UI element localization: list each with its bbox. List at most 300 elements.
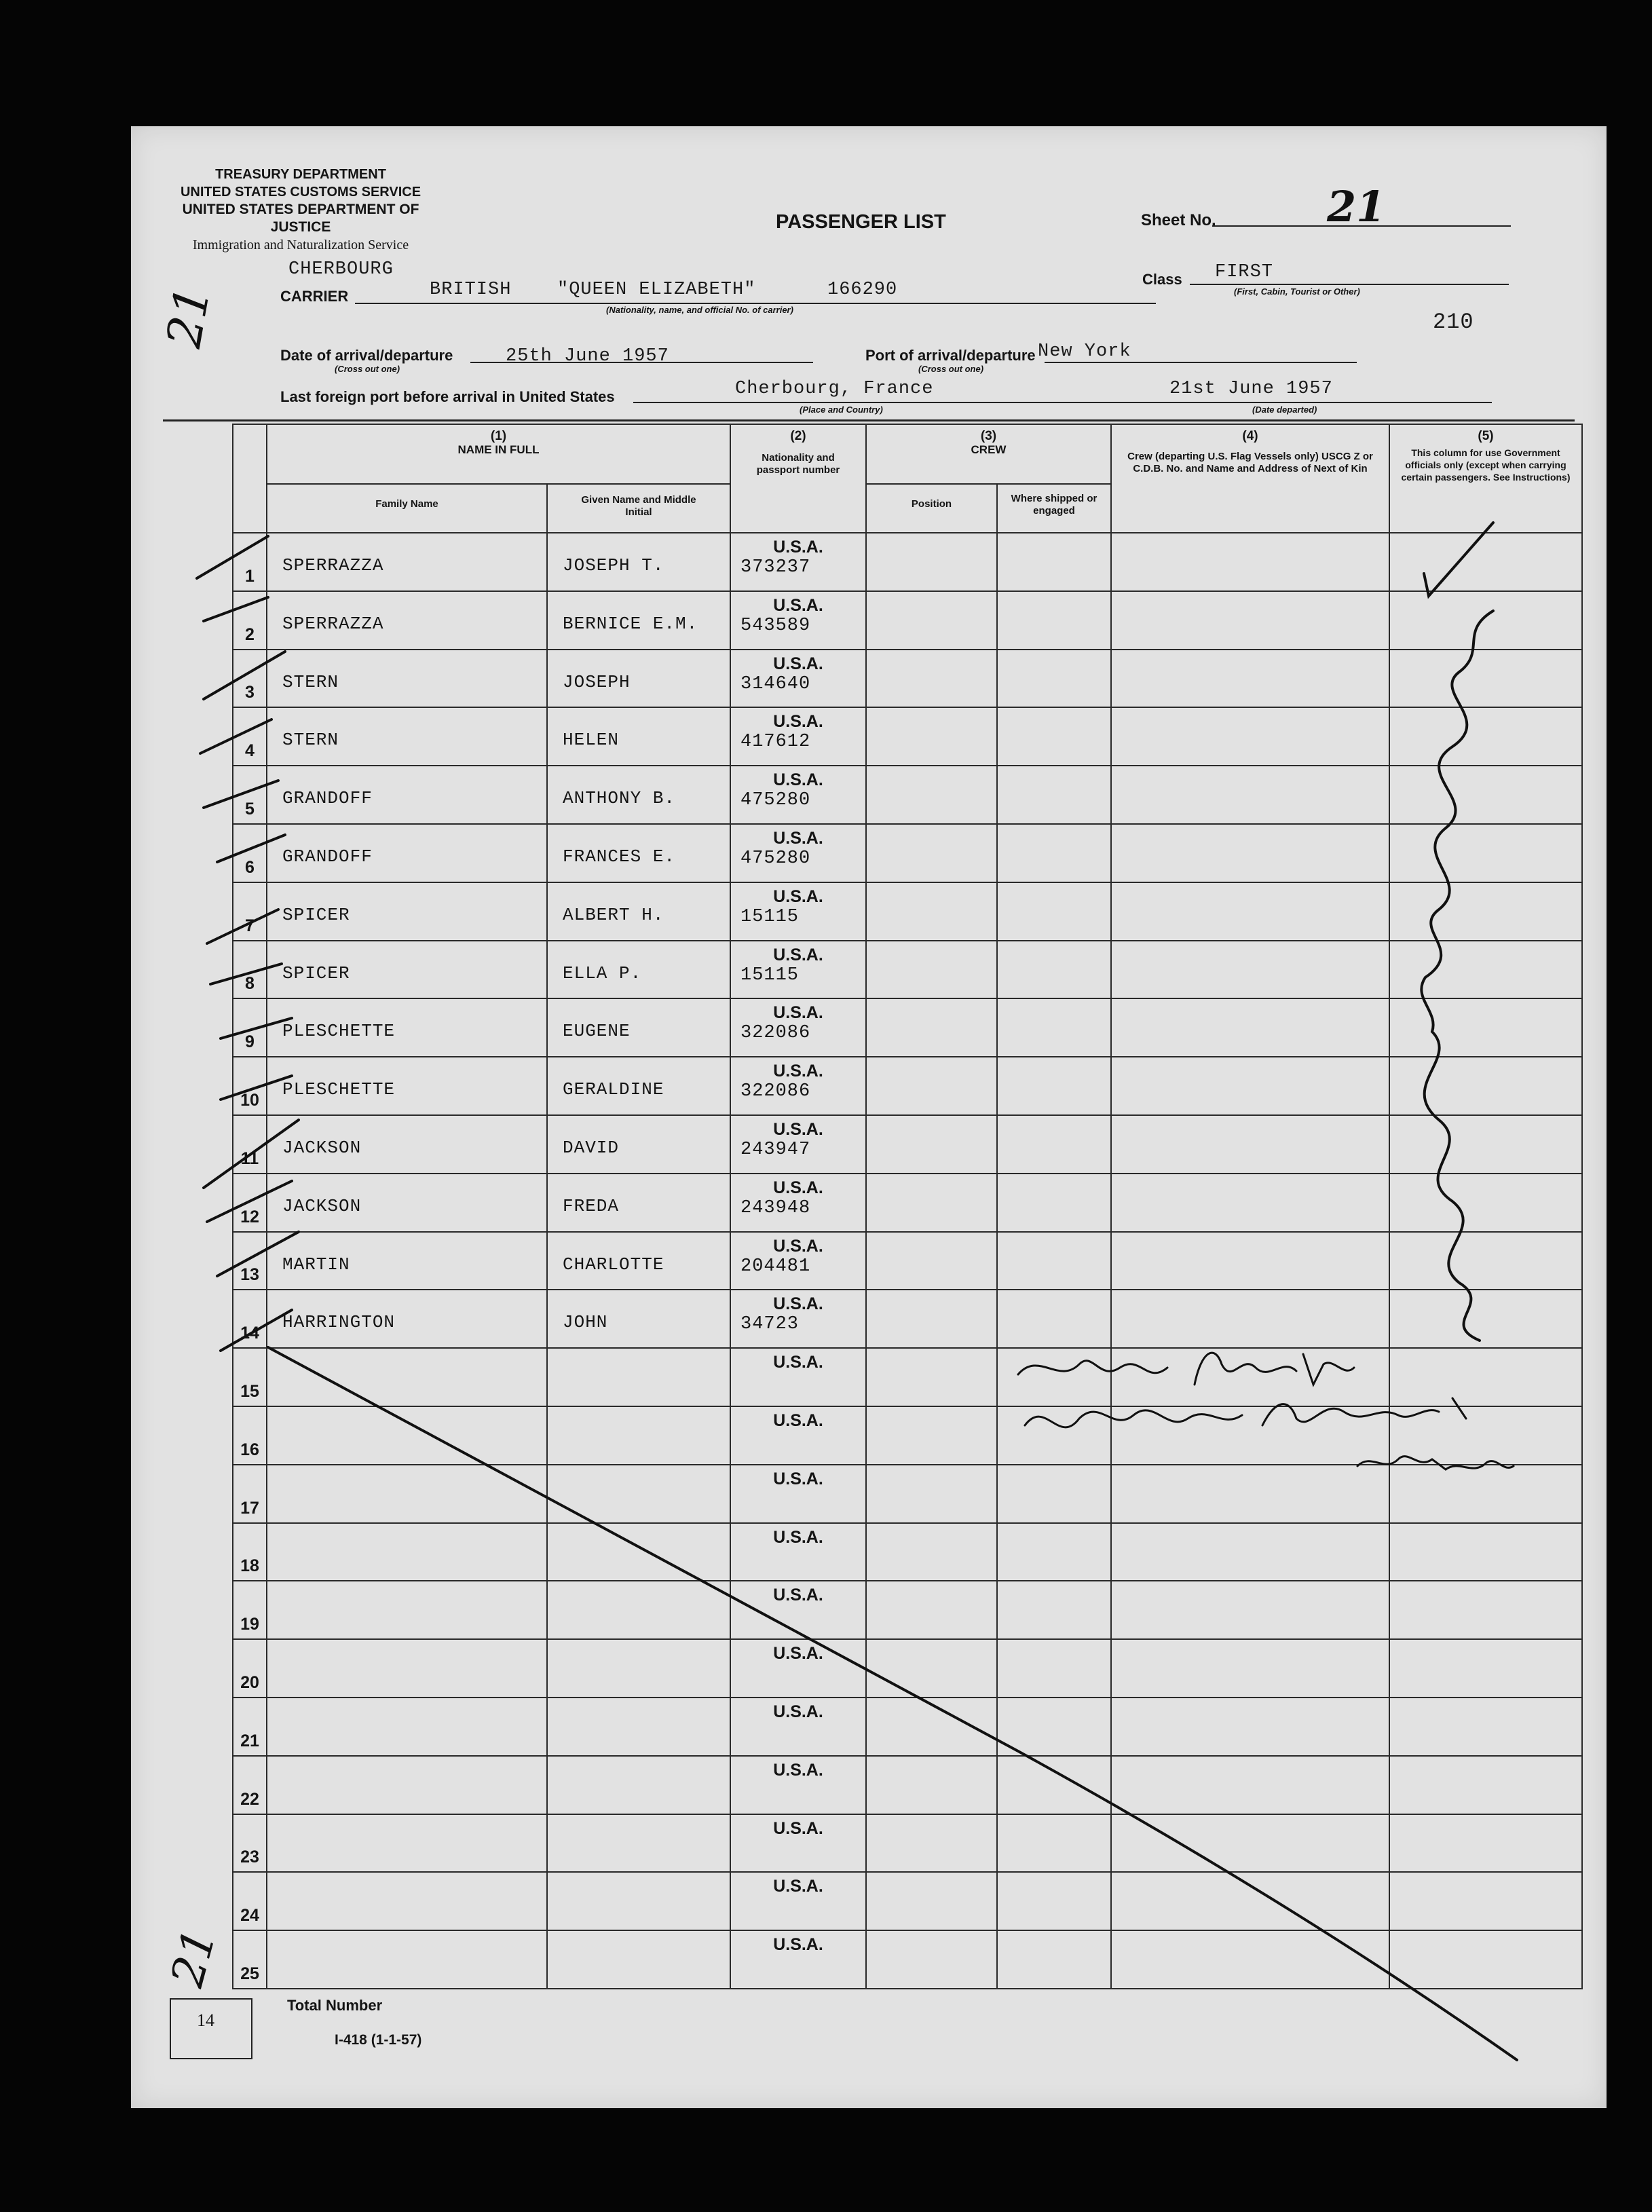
nationality-cell bbox=[730, 591, 866, 650]
where-shipped-cell bbox=[997, 1756, 1111, 1814]
agency-line-2: UNITED STATES CUSTOMS SERVICE bbox=[180, 185, 421, 200]
table-row bbox=[233, 1290, 1582, 1348]
row-number: 12 bbox=[233, 1174, 267, 1232]
nationality-value: U.S.A. bbox=[773, 595, 823, 615]
given-name-cell: GERALDINE bbox=[547, 1057, 730, 1115]
given-name-cell: CHARLOTTE bbox=[547, 1232, 730, 1290]
nationality-cell bbox=[730, 998, 866, 1057]
nationality-value: U.S.A. bbox=[773, 945, 823, 964]
position-cell bbox=[866, 766, 997, 824]
official-use-cell bbox=[1389, 1930, 1582, 1989]
row-number: 9 bbox=[233, 998, 267, 1057]
nationality-cell bbox=[730, 1639, 866, 1698]
sheet-label: Sheet No. bbox=[1141, 211, 1216, 229]
family-name-cell: SPICER bbox=[267, 882, 547, 941]
given-name-cell bbox=[547, 1756, 730, 1814]
position-cell bbox=[866, 824, 997, 882]
port-label: Port of arrival/departure bbox=[865, 347, 1036, 364]
where-shipped-cell bbox=[997, 1930, 1111, 1989]
passport-number: 475280 bbox=[740, 848, 811, 869]
nationality-cell bbox=[730, 1523, 866, 1581]
where-shipped-cell bbox=[997, 707, 1111, 766]
family-name-cell bbox=[267, 1872, 547, 1930]
family-name-cell: STERN bbox=[267, 707, 547, 766]
row-number: 6 bbox=[233, 824, 267, 882]
passport-number: 543589 bbox=[740, 615, 811, 636]
family-name-cell: SPICER bbox=[267, 941, 547, 999]
where-shipped-cell bbox=[997, 533, 1111, 591]
official-use-cell bbox=[1389, 1057, 1582, 1115]
nationality-value: U.S.A. bbox=[773, 1003, 823, 1023]
next-of-kin-cell bbox=[1111, 1115, 1389, 1174]
nationality-value: U.S.A. bbox=[773, 712, 823, 732]
class-value: FIRST bbox=[1215, 262, 1274, 282]
where-shipped-cell bbox=[997, 591, 1111, 650]
nationality-value: U.S.A. bbox=[773, 1410, 823, 1430]
position-cell bbox=[866, 1406, 997, 1465]
nationality-cell bbox=[730, 1406, 866, 1465]
carrier-nationality: BRITISH bbox=[430, 280, 512, 300]
table-row bbox=[233, 1232, 1582, 1290]
row-number: 24 bbox=[233, 1872, 267, 1930]
where-shipped-cell bbox=[997, 1523, 1111, 1581]
col-2-header: (2) Nationality and passport number bbox=[730, 424, 866, 533]
row-number: 7 bbox=[233, 882, 267, 941]
passport-number: 34723 bbox=[740, 1314, 800, 1335]
family-name-cell: MARTIN bbox=[267, 1232, 547, 1290]
nationality-cell bbox=[730, 533, 866, 591]
passport-number: 322086 bbox=[740, 1023, 811, 1044]
position-cell bbox=[866, 1465, 997, 1523]
carrier-caption: (Nationality, name, and official No. of carrier) bbox=[606, 305, 793, 315]
next-of-kin-cell bbox=[1111, 1232, 1389, 1290]
form-number: I-418 (1-1-57) bbox=[335, 2032, 422, 2048]
position-header: Position bbox=[866, 484, 997, 533]
carrier-label: CARRIER bbox=[280, 288, 349, 305]
next-of-kin-cell bbox=[1111, 650, 1389, 708]
where-shipped-cell bbox=[997, 1872, 1111, 1930]
family-name-cell: PLESCHETTE bbox=[267, 998, 547, 1057]
where-shipped-header: Where shipped or engaged bbox=[997, 484, 1111, 533]
given-name-cell: EUGENE bbox=[547, 998, 730, 1057]
table-row bbox=[233, 707, 1582, 766]
nationality-cell bbox=[730, 1348, 866, 1406]
family-name-cell bbox=[267, 1348, 547, 1406]
nationality-value: U.S.A. bbox=[773, 770, 823, 790]
family-name-cell bbox=[267, 1581, 547, 1639]
next-of-kin-cell bbox=[1111, 591, 1389, 650]
row-number: 14 bbox=[233, 1290, 267, 1348]
official-use-cell bbox=[1389, 1639, 1582, 1698]
total-box bbox=[170, 1998, 252, 2059]
position-cell bbox=[866, 1290, 997, 1348]
nationality-value: U.S.A. bbox=[773, 1818, 823, 1838]
table-row bbox=[233, 1872, 1582, 1930]
family-name-cell bbox=[267, 1930, 547, 1989]
nationality-cell bbox=[730, 1057, 866, 1115]
class-label: Class bbox=[1142, 271, 1182, 288]
family-name-cell: PLESCHETTE bbox=[267, 1057, 547, 1115]
position-cell bbox=[866, 591, 997, 650]
passport-number: 204481 bbox=[740, 1256, 811, 1277]
position-cell bbox=[866, 1581, 997, 1639]
row-number: 13 bbox=[233, 1232, 267, 1290]
table-row bbox=[233, 1115, 1582, 1174]
given-name-cell: JOHN bbox=[547, 1290, 730, 1348]
col-4-header: (4) Crew (departing U.S. Flag Vessels only) USCG Z or C.D.B. No. and Name and Address of Next of Kin bbox=[1111, 424, 1389, 533]
given-name-cell bbox=[547, 1581, 730, 1639]
where-shipped-cell bbox=[997, 1814, 1111, 1873]
where-shipped-cell bbox=[997, 1465, 1111, 1523]
table-row bbox=[233, 1465, 1582, 1523]
nationality-value: U.S.A. bbox=[773, 654, 823, 673]
nationality-cell bbox=[730, 1115, 866, 1174]
carrier-above: CHERBOURG bbox=[288, 259, 394, 280]
passport-number: 417612 bbox=[740, 732, 811, 753]
family-name-cell: GRANDOFF bbox=[267, 824, 547, 882]
next-of-kin-cell bbox=[1111, 1639, 1389, 1698]
table-row bbox=[233, 591, 1582, 650]
row-number: 21 bbox=[233, 1698, 267, 1756]
nationality-cell bbox=[730, 1581, 866, 1639]
position-cell bbox=[866, 1057, 997, 1115]
nationality-value: U.S.A. bbox=[773, 828, 823, 848]
position-cell bbox=[866, 1639, 997, 1698]
date-label: Date of arrival/departure bbox=[280, 347, 453, 364]
where-shipped-cell bbox=[997, 882, 1111, 941]
table-row bbox=[233, 941, 1582, 999]
given-name-cell: JOSEPH T. bbox=[547, 533, 730, 591]
official-use-cell bbox=[1389, 1523, 1582, 1581]
nationality-cell bbox=[730, 1930, 866, 1989]
table-row bbox=[233, 882, 1582, 941]
agency-header bbox=[179, 166, 423, 254]
official-use-cell bbox=[1389, 824, 1582, 882]
row-number: 16 bbox=[233, 1406, 267, 1465]
next-of-kin-cell bbox=[1111, 1872, 1389, 1930]
official-use-cell bbox=[1389, 998, 1582, 1057]
passenger-list-sheet bbox=[131, 126, 1607, 2108]
official-use-cell bbox=[1389, 1406, 1582, 1465]
position-cell bbox=[866, 1232, 997, 1290]
official-use-cell bbox=[1389, 1872, 1582, 1930]
position-cell bbox=[866, 707, 997, 766]
row-number: 20 bbox=[233, 1639, 267, 1698]
official-use-cell bbox=[1389, 650, 1582, 708]
table-row bbox=[233, 1406, 1582, 1465]
nationality-cell bbox=[730, 1290, 866, 1348]
where-shipped-cell bbox=[997, 1057, 1111, 1115]
where-shipped-cell bbox=[997, 1581, 1111, 1639]
row-number: 10 bbox=[233, 1057, 267, 1115]
row-number: 8 bbox=[233, 941, 267, 999]
table-row bbox=[233, 533, 1582, 591]
where-shipped-cell bbox=[997, 1290, 1111, 1348]
table-row bbox=[233, 1348, 1582, 1406]
nationality-value: U.S.A. bbox=[773, 1760, 823, 1780]
row-number: 15 bbox=[233, 1348, 267, 1406]
passport-number: 475280 bbox=[740, 790, 811, 811]
where-shipped-cell bbox=[997, 1232, 1111, 1290]
position-cell bbox=[866, 1523, 997, 1581]
agency-line-3: UNITED STATES DEPARTMENT OF JUSTICE bbox=[182, 202, 419, 235]
official-use-cell bbox=[1389, 766, 1582, 824]
agency-line-4: Immigration and Naturalization Service bbox=[192, 238, 409, 252]
nationality-value: U.S.A. bbox=[773, 1935, 823, 1955]
where-shipped-cell bbox=[997, 1406, 1111, 1465]
next-of-kin-cell bbox=[1111, 1756, 1389, 1814]
table-row bbox=[233, 1523, 1582, 1581]
family-name-cell: STERN bbox=[267, 650, 547, 708]
family-name-cell: GRANDOFF bbox=[267, 766, 547, 824]
form-title: PASSENGER LIST bbox=[776, 211, 946, 233]
given-name-cell: DAVID bbox=[547, 1115, 730, 1174]
official-use-cell bbox=[1389, 1232, 1582, 1290]
row-number: 18 bbox=[233, 1523, 267, 1581]
nationality-cell bbox=[730, 1756, 866, 1814]
passport-number: 15115 bbox=[740, 906, 800, 927]
position-cell bbox=[866, 882, 997, 941]
family-name-cell bbox=[267, 1465, 547, 1523]
family-name-cell bbox=[267, 1814, 547, 1873]
passport-number: 373237 bbox=[740, 557, 811, 578]
row-number: 2 bbox=[233, 591, 267, 650]
next-of-kin-cell bbox=[1111, 1930, 1389, 1989]
nationality-cell bbox=[730, 941, 866, 999]
position-cell bbox=[866, 650, 997, 708]
carrier-number: 166290 bbox=[827, 280, 898, 300]
table-row bbox=[233, 1057, 1582, 1115]
row-number: 4 bbox=[233, 707, 267, 766]
where-shipped-cell bbox=[997, 650, 1111, 708]
next-of-kin-cell bbox=[1111, 707, 1389, 766]
official-use-cell bbox=[1389, 1115, 1582, 1174]
given-name-cell: BERNICE E.M. bbox=[547, 591, 730, 650]
passport-number: 322086 bbox=[740, 1081, 811, 1102]
official-use-cell bbox=[1389, 882, 1582, 941]
nationality-value: U.S.A. bbox=[773, 1294, 823, 1314]
next-of-kin-cell bbox=[1111, 533, 1389, 591]
family-name-cell: SPERRAZZA bbox=[267, 591, 547, 650]
given-name-cell bbox=[547, 1406, 730, 1465]
position-cell bbox=[866, 1115, 997, 1174]
given-name-cell bbox=[547, 1698, 730, 1756]
nationality-cell bbox=[730, 1232, 866, 1290]
nationality-value: U.S.A. bbox=[773, 1119, 823, 1139]
row-number: 25 bbox=[233, 1930, 267, 1989]
table-row bbox=[233, 1581, 1582, 1639]
row-number: 19 bbox=[233, 1581, 267, 1639]
departed-caption: (Date departed) bbox=[1252, 405, 1317, 415]
nationality-value: U.S.A. bbox=[773, 1877, 823, 1896]
position-cell bbox=[866, 1930, 997, 1989]
given-name-cell bbox=[547, 1872, 730, 1930]
family-name-cell: JACKSON bbox=[267, 1174, 547, 1232]
carrier-name: "QUEEN ELIZABETH" bbox=[557, 280, 756, 300]
family-name-cell bbox=[267, 1756, 547, 1814]
nationality-value: U.S.A. bbox=[773, 1353, 823, 1372]
official-use-cell bbox=[1389, 1756, 1582, 1814]
given-name-cell bbox=[547, 1930, 730, 1989]
given-name-cell bbox=[547, 1523, 730, 1581]
given-name-cell bbox=[547, 1348, 730, 1406]
official-use-cell bbox=[1389, 1698, 1582, 1756]
nationality-cell bbox=[730, 650, 866, 708]
given-name-cell bbox=[547, 1465, 730, 1523]
position-cell bbox=[866, 1872, 997, 1930]
position-cell bbox=[866, 1698, 997, 1756]
where-shipped-cell bbox=[997, 941, 1111, 999]
family-name-cell: JACKSON bbox=[267, 1115, 547, 1174]
row-number: 3 bbox=[233, 650, 267, 708]
official-use-cell bbox=[1389, 707, 1582, 766]
given-name-header: Given Name and Middle Initial bbox=[547, 484, 730, 533]
official-use-cell bbox=[1389, 941, 1582, 999]
where-shipped-cell bbox=[997, 766, 1111, 824]
passenger-rows bbox=[233, 533, 1582, 1989]
class-caption: (First, Cabin, Tourist or Other) bbox=[1234, 286, 1360, 297]
nationality-cell bbox=[730, 1698, 866, 1756]
row-number: 17 bbox=[233, 1465, 267, 1523]
agency-line-1: TREASURY DEPARTMENT bbox=[215, 167, 386, 182]
row-number: 23 bbox=[233, 1814, 267, 1873]
col-1-header: (1) NAME IN FULL bbox=[267, 424, 730, 484]
nationality-value: U.S.A. bbox=[773, 538, 823, 557]
nationality-cell bbox=[730, 766, 866, 824]
next-of-kin-cell bbox=[1111, 998, 1389, 1057]
last-port-value: Cherbourg, France bbox=[735, 379, 934, 399]
row-number: 5 bbox=[233, 766, 267, 824]
official-use-cell bbox=[1389, 533, 1582, 591]
nationality-cell bbox=[730, 1465, 866, 1523]
official-use-cell bbox=[1389, 591, 1582, 650]
departed-value: 21st June 1957 bbox=[1169, 379, 1333, 399]
table-row bbox=[233, 650, 1582, 708]
nationality-cell bbox=[730, 1174, 866, 1232]
nationality-cell bbox=[730, 824, 866, 882]
where-shipped-cell bbox=[997, 1115, 1111, 1174]
passport-number: 243947 bbox=[740, 1139, 811, 1160]
official-use-cell bbox=[1389, 1581, 1582, 1639]
family-name-cell bbox=[267, 1406, 547, 1465]
official-use-cell bbox=[1389, 1348, 1582, 1406]
date-caption: (Cross out one) bbox=[335, 364, 400, 374]
margin-mark-bottom: 21 bbox=[160, 1923, 227, 1993]
where-shipped-cell bbox=[997, 824, 1111, 882]
table-row bbox=[233, 1756, 1582, 1814]
family-name-header: Family Name bbox=[267, 484, 547, 533]
family-name-cell bbox=[267, 1698, 547, 1756]
table-row bbox=[233, 1930, 1582, 1989]
row-number: 22 bbox=[233, 1756, 267, 1814]
total-label: Total Number bbox=[287, 1997, 383, 2014]
next-of-kin-cell bbox=[1111, 1698, 1389, 1756]
passport-number: 15115 bbox=[740, 964, 800, 986]
given-name-cell: JOSEPH bbox=[547, 650, 730, 708]
last-port-caption: (Place and Country) bbox=[800, 405, 883, 415]
nationality-value: U.S.A. bbox=[773, 1469, 823, 1488]
passenger-table bbox=[232, 424, 1583, 1989]
table-row bbox=[233, 1814, 1582, 1873]
nationality-value: U.S.A. bbox=[773, 1527, 823, 1547]
where-shipped-cell bbox=[997, 1348, 1111, 1406]
next-of-kin-cell bbox=[1111, 1465, 1389, 1523]
given-name-cell: FRANCES E. bbox=[547, 824, 730, 882]
position-cell bbox=[866, 533, 997, 591]
next-of-kin-cell bbox=[1111, 1348, 1389, 1406]
table-row bbox=[233, 1698, 1582, 1756]
position-cell bbox=[866, 941, 997, 999]
given-name-cell: ALBERT H. bbox=[547, 882, 730, 941]
col-5-header: (5) This column for use Government officials only (except when carrying certain passengers. See Instructions) bbox=[1389, 424, 1582, 533]
passport-number: 314640 bbox=[740, 673, 811, 694]
table-row bbox=[233, 1174, 1582, 1232]
nationality-value: U.S.A. bbox=[773, 1236, 823, 1256]
next-of-kin-cell bbox=[1111, 1057, 1389, 1115]
port-value: New York bbox=[1038, 341, 1131, 362]
date-value: 25th June 1957 bbox=[506, 346, 669, 367]
family-name-cell bbox=[267, 1523, 547, 1581]
position-cell bbox=[866, 1814, 997, 1873]
family-name-cell: HARRINGTON bbox=[267, 1290, 547, 1348]
nationality-value: U.S.A. bbox=[773, 1586, 823, 1605]
class-count: 210 bbox=[1433, 310, 1474, 335]
nationality-value: U.S.A. bbox=[773, 1062, 823, 1081]
official-use-cell bbox=[1389, 1290, 1582, 1348]
official-use-cell bbox=[1389, 1814, 1582, 1873]
next-of-kin-cell bbox=[1111, 941, 1389, 999]
where-shipped-cell bbox=[997, 1639, 1111, 1698]
position-cell bbox=[866, 1348, 997, 1406]
port-caption: (Cross out one) bbox=[918, 364, 984, 374]
row-number: 1 bbox=[233, 533, 267, 591]
nationality-cell bbox=[730, 1872, 866, 1930]
total-box-value: 14 bbox=[197, 2010, 214, 2030]
next-of-kin-cell bbox=[1111, 882, 1389, 941]
official-use-cell bbox=[1389, 1465, 1582, 1523]
passport-number: 243948 bbox=[740, 1197, 811, 1218]
next-of-kin-cell bbox=[1111, 1406, 1389, 1465]
sheet-number: 21 bbox=[1327, 182, 1386, 231]
given-name-cell: HELEN bbox=[547, 707, 730, 766]
next-of-kin-cell bbox=[1111, 766, 1389, 824]
given-name-cell: ELLA P. bbox=[547, 941, 730, 999]
nationality-cell bbox=[730, 882, 866, 941]
col-3-header: (3) CREW bbox=[866, 424, 1111, 484]
nationality-cell bbox=[730, 1814, 866, 1873]
official-use-cell bbox=[1389, 1174, 1582, 1232]
given-name-cell bbox=[547, 1639, 730, 1698]
nationality-cell bbox=[730, 707, 866, 766]
given-name-cell bbox=[547, 1814, 730, 1873]
margin-mark-top: 21 bbox=[155, 282, 221, 352]
family-name-cell bbox=[267, 1639, 547, 1698]
table-row bbox=[233, 824, 1582, 882]
position-cell bbox=[866, 1756, 997, 1814]
given-name-cell: FREDA bbox=[547, 1174, 730, 1232]
nationality-value: U.S.A. bbox=[773, 886, 823, 906]
table-row bbox=[233, 766, 1582, 824]
position-cell bbox=[866, 998, 997, 1057]
next-of-kin-cell bbox=[1111, 1290, 1389, 1348]
nationality-value: U.S.A. bbox=[773, 1178, 823, 1197]
nationality-value: U.S.A. bbox=[773, 1702, 823, 1721]
next-of-kin-cell bbox=[1111, 1174, 1389, 1232]
row-number: 11 bbox=[233, 1115, 267, 1174]
last-port-label: Last foreign port before arrival in United States bbox=[280, 388, 615, 405]
table-row bbox=[233, 1639, 1582, 1698]
where-shipped-cell bbox=[997, 1174, 1111, 1232]
